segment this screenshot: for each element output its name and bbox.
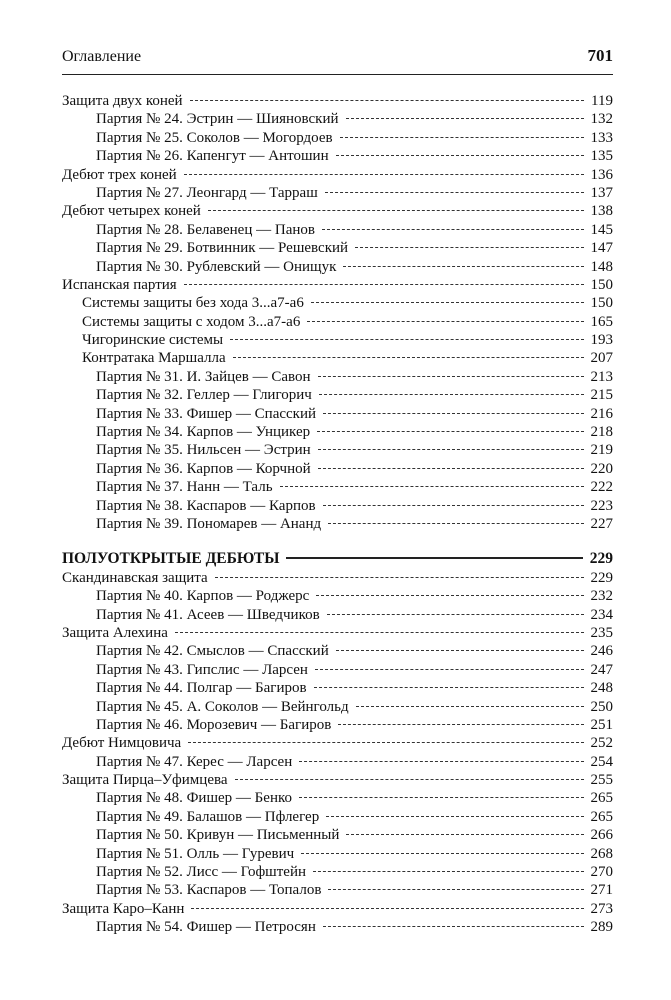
entry-title: Партия № 50. Кривун — Письменный bbox=[96, 827, 340, 844]
entry-page: 227 bbox=[590, 515, 613, 532]
entry-title: Партия № 30. Рублевский — Онищук bbox=[96, 258, 337, 275]
toc-entry[interactable] bbox=[62, 569, 613, 587]
toc-game-entry[interactable] bbox=[62, 826, 613, 844]
entry-page: 271 bbox=[590, 882, 613, 899]
toc-game-entry[interactable] bbox=[62, 753, 613, 771]
entry-title: Партия № 36. Карпов — Корчной bbox=[96, 460, 311, 477]
entry-page: 145 bbox=[590, 221, 613, 238]
toc-game-entry[interactable] bbox=[62, 587, 613, 605]
toc-entry[interactable] bbox=[62, 900, 613, 918]
entry-title: Дебют Нимцовича bbox=[62, 735, 182, 752]
dot-leader bbox=[307, 321, 583, 322]
entry-title: Партия № 31. И. Зайцев — Савон bbox=[96, 368, 311, 385]
dot-leader bbox=[188, 742, 583, 743]
entry-page: 266 bbox=[590, 827, 613, 844]
entry-page: 254 bbox=[590, 753, 613, 770]
dot-leader bbox=[336, 155, 584, 156]
entry-page: 150 bbox=[590, 295, 613, 312]
dot-leader bbox=[328, 523, 583, 524]
entry-page: 234 bbox=[590, 606, 613, 623]
dot-leader bbox=[323, 413, 583, 414]
entry-page: 223 bbox=[590, 497, 613, 514]
toc-game-entry[interactable] bbox=[62, 239, 613, 257]
dot-leader bbox=[208, 210, 584, 211]
dot-leader bbox=[315, 669, 584, 670]
entry-title: Партия № 46. Морозевич — Багиров bbox=[96, 716, 332, 733]
toc-game-entry[interactable] bbox=[62, 423, 613, 441]
dot-leader bbox=[319, 394, 584, 395]
entry-page: 216 bbox=[590, 405, 613, 422]
toc-game-entry[interactable] bbox=[62, 881, 613, 899]
entry-title: Защита двух коней bbox=[62, 93, 183, 109]
entry-page: 133 bbox=[590, 129, 613, 146]
dot-leader bbox=[336, 650, 584, 651]
dot-leader bbox=[326, 816, 583, 817]
toc-game-entry[interactable] bbox=[62, 368, 613, 386]
toc-game-entry[interactable] bbox=[62, 789, 613, 807]
dot-leader bbox=[355, 247, 583, 248]
entry-page: 247 bbox=[590, 661, 613, 678]
dot-leader bbox=[328, 889, 583, 890]
dot-leader bbox=[346, 118, 584, 119]
entry-title: Партия № 49. Балашов — Пфлегер bbox=[96, 808, 320, 825]
dot-leader bbox=[323, 926, 584, 927]
dot-leader bbox=[318, 468, 584, 469]
entry-title: Дебют трех коней bbox=[62, 166, 177, 183]
entry-page: 222 bbox=[590, 479, 613, 496]
entry-title: Партия № 40. Карпов — Роджерс bbox=[96, 588, 310, 605]
entry-title: Защита Алехина bbox=[62, 624, 168, 641]
dot-leader bbox=[230, 339, 583, 340]
toc-game-entry[interactable] bbox=[62, 661, 613, 679]
dot-leader bbox=[311, 302, 584, 303]
entry-page: 255 bbox=[590, 772, 613, 789]
entry-page: 220 bbox=[590, 460, 613, 477]
entry-page: 136 bbox=[590, 166, 613, 183]
dot-leader bbox=[338, 724, 583, 725]
dot-leader bbox=[318, 449, 584, 450]
dot-leader bbox=[280, 486, 584, 487]
entry-title: Партия № 32. Геллер — Глигорич bbox=[96, 387, 312, 404]
entry-title: Партия № 39. Пономарев — Ананд bbox=[96, 515, 322, 532]
entry-page: 132 bbox=[590, 111, 613, 128]
entry-title: Системы защиты с ходом 3...a7-a6 bbox=[82, 313, 301, 330]
entry-page: 246 bbox=[590, 643, 613, 660]
toc-game-entry[interactable] bbox=[62, 258, 613, 276]
entry-page: 273 bbox=[590, 900, 613, 917]
toc-game-entry[interactable] bbox=[62, 405, 613, 423]
entry-page: 232 bbox=[590, 588, 613, 605]
entry-title: Защита Пирца–Уфимцева bbox=[62, 772, 228, 789]
toc-entry[interactable] bbox=[62, 92, 613, 110]
toc-game-entry[interactable] bbox=[62, 460, 613, 478]
toc-game-entry[interactable] bbox=[62, 606, 613, 624]
dot-leader bbox=[318, 376, 584, 377]
toc-game-entry[interactable] bbox=[62, 808, 613, 826]
entry-title: Скандинавская защита bbox=[62, 569, 208, 586]
entry-page: 289 bbox=[590, 919, 613, 936]
entry-page: 265 bbox=[590, 790, 613, 807]
toc-entry[interactable] bbox=[62, 166, 613, 184]
entry-title: Контратака Маршалла bbox=[82, 350, 226, 367]
toc-entry[interactable] bbox=[62, 202, 613, 220]
dot-leader bbox=[323, 505, 584, 506]
entry-title: Партия № 45. А. Соколов — Вейнгольд bbox=[96, 698, 349, 715]
toc-entry[interactable] bbox=[62, 294, 613, 312]
entry-page: 265 bbox=[590, 808, 613, 825]
dot-leader bbox=[175, 632, 584, 633]
entry-title: Партия № 52. Лисс — Гофштейн bbox=[96, 864, 306, 881]
entry-page: 219 bbox=[590, 442, 613, 459]
dot-leader bbox=[184, 174, 584, 175]
toc-game-entry[interactable] bbox=[62, 497, 613, 515]
dot-leader bbox=[235, 779, 584, 780]
entry-page: 150 bbox=[590, 276, 613, 293]
dot-leader bbox=[343, 266, 583, 267]
toc-game-entry[interactable] bbox=[62, 642, 613, 660]
entry-page: 218 bbox=[590, 424, 613, 441]
entry-page: 148 bbox=[590, 258, 613, 275]
entry-page: 248 bbox=[590, 680, 613, 697]
entry-page: 270 bbox=[590, 864, 613, 881]
dot-leader bbox=[191, 908, 583, 909]
entry-title: Партия № 29. Ботвинник — Решевский bbox=[96, 240, 349, 257]
entry-title: Партия № 26. Капенгут — Антошин bbox=[96, 148, 329, 165]
toc-game-entry[interactable] bbox=[62, 863, 613, 881]
entry-page: 138 bbox=[590, 203, 613, 220]
entry-page: 213 bbox=[590, 368, 613, 385]
toc-entry[interactable] bbox=[62, 349, 613, 367]
dot-leader bbox=[313, 871, 584, 872]
entry-title: Партия № 37. Нанн — Таль bbox=[96, 479, 273, 496]
entry-title: Партия № 54. Фишер — Петросян bbox=[96, 919, 316, 936]
entry-title: Партия № 33. Фишер — Спасский bbox=[96, 405, 317, 422]
entry-page: 235 bbox=[590, 624, 613, 641]
table-of-contents bbox=[62, 92, 613, 937]
entry-title: Защита Каро–Канн bbox=[62, 900, 185, 917]
toc-game-entry[interactable] bbox=[62, 441, 613, 459]
entry-title: Партия № 53. Каспаров — Топалов bbox=[96, 882, 322, 899]
dot-leader bbox=[301, 853, 583, 854]
entry-page: 165 bbox=[590, 313, 613, 330]
entry-page: 250 bbox=[590, 698, 613, 715]
dot-leader bbox=[190, 100, 584, 101]
entry-title: Партия № 38. Каспаров — Карпов bbox=[96, 497, 316, 514]
toc-game-entry[interactable] bbox=[62, 918, 613, 936]
entry-page: 229 bbox=[589, 550, 613, 568]
dot-leader bbox=[316, 595, 583, 596]
dot-leader bbox=[325, 192, 584, 193]
dot-leader bbox=[299, 761, 583, 762]
entry-title: Партия № 35. Нильсен — Эстрин bbox=[96, 442, 311, 459]
entry-page: 135 bbox=[590, 148, 613, 165]
entry-page: 215 bbox=[590, 387, 613, 404]
dot-leader bbox=[233, 357, 584, 358]
entry-page: 268 bbox=[590, 845, 613, 862]
toc-game-entry[interactable] bbox=[62, 515, 613, 533]
toc-entry[interactable] bbox=[62, 624, 613, 642]
entry-title: Партия № 28. Белавенец — Панов bbox=[96, 221, 315, 238]
toc-entry[interactable] bbox=[62, 734, 613, 752]
toc-game-entry[interactable] bbox=[62, 110, 613, 128]
entry-page: 193 bbox=[590, 332, 613, 349]
entry-title: Партия № 34. Карпов — Унцикер bbox=[96, 424, 311, 441]
dot-leader bbox=[286, 557, 582, 559]
entry-title: Партия № 47. Керес — Ларсен bbox=[96, 753, 293, 770]
toc-game-entry[interactable] bbox=[62, 386, 613, 404]
dot-leader bbox=[215, 577, 584, 578]
header-title: Оглавление bbox=[62, 48, 142, 65]
dot-leader bbox=[184, 284, 584, 285]
dot-leader bbox=[322, 229, 584, 230]
toc-game-entry[interactable] bbox=[62, 478, 613, 496]
dot-leader bbox=[356, 706, 584, 707]
entry-title: Партия № 51. Олль — Гуревич bbox=[96, 845, 295, 862]
entry-title: Партия № 42. Смыслов — Спасский bbox=[96, 643, 329, 660]
toc-game-entry[interactable] bbox=[62, 716, 613, 734]
toc-game-entry[interactable] bbox=[62, 147, 613, 165]
dot-leader bbox=[346, 834, 583, 835]
dot-leader bbox=[327, 614, 584, 615]
entry-page: 229 bbox=[590, 569, 613, 586]
entry-page: 137 bbox=[590, 184, 613, 201]
entry-title: Партия № 41. Асеев — Шведчиков bbox=[96, 606, 320, 623]
entry-title: Партия № 48. Фишер — Бенко bbox=[96, 790, 292, 807]
entry-page: 147 bbox=[590, 240, 613, 257]
entry-title: Партия № 24. Эстрин — Шияновский bbox=[96, 111, 339, 128]
toc-game-entry[interactable] bbox=[62, 679, 613, 697]
dot-leader bbox=[314, 687, 584, 688]
toc-game-entry[interactable] bbox=[62, 221, 613, 239]
entry-page: 207 bbox=[590, 350, 613, 367]
entry-page: 119 bbox=[591, 93, 613, 109]
entry-title: Чигоринские системы bbox=[82, 332, 224, 349]
toc-game-entry[interactable] bbox=[62, 184, 613, 202]
page-number: 701 bbox=[587, 46, 613, 65]
entry-page: 251 bbox=[590, 716, 613, 733]
toc-entry[interactable] bbox=[62, 276, 613, 294]
entry-title: Партия № 25. Соколов — Могордоев bbox=[96, 129, 333, 146]
page-header bbox=[62, 40, 613, 75]
dot-leader bbox=[317, 431, 583, 432]
entry-title: Дебют четырех коней bbox=[62, 203, 201, 220]
section-heading[interactable] bbox=[62, 550, 613, 568]
toc-game-entry[interactable] bbox=[62, 698, 613, 716]
toc-game-entry[interactable] bbox=[62, 845, 613, 863]
toc-entry[interactable] bbox=[62, 313, 613, 331]
toc-entry[interactable] bbox=[62, 771, 613, 789]
entry-title: Системы защиты без хода 3...a7-a6 bbox=[82, 295, 304, 312]
toc-game-entry[interactable] bbox=[62, 129, 613, 147]
entry-page: 252 bbox=[590, 735, 613, 752]
dot-leader bbox=[340, 137, 584, 138]
toc-entry[interactable] bbox=[62, 331, 613, 349]
dot-leader bbox=[299, 797, 584, 798]
entry-title: Партия № 27. Леонгард — Тарраш bbox=[96, 184, 318, 201]
entry-title: Партия № 43. Гипслис — Ларсен bbox=[96, 661, 308, 678]
entry-title: ПОЛУОТКРЫТЫЕ ДЕБЮТЫ bbox=[62, 550, 280, 568]
entry-title: Испанская партия bbox=[62, 276, 177, 293]
entry-title: Партия № 44. Полгар — Багиров bbox=[96, 680, 307, 697]
